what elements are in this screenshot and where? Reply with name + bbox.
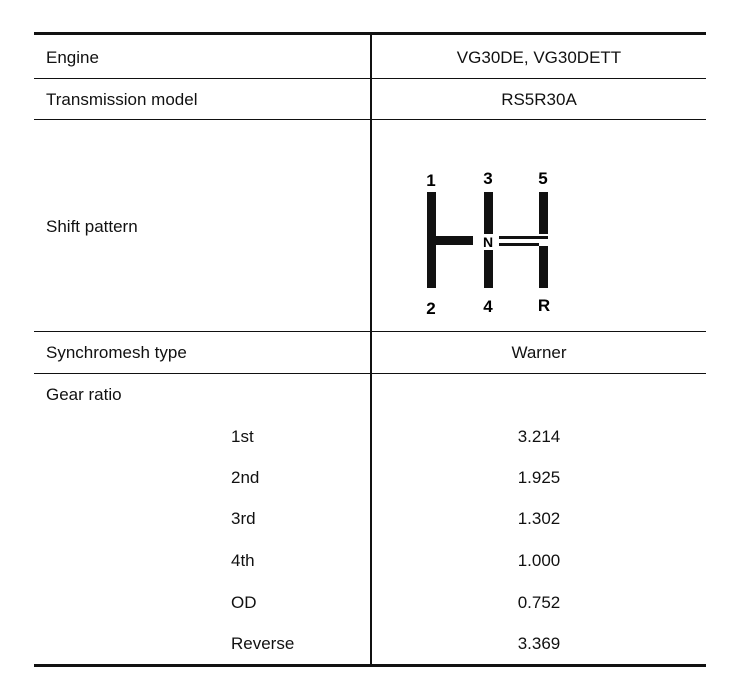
synchromesh-value: Warner [511, 343, 567, 362]
gear-ratio-value: 3.369 [517, 634, 561, 653]
gate-cross-right-top [499, 236, 548, 239]
gate-cross-left [427, 236, 473, 245]
gear-1-label: 1 [426, 171, 436, 190]
gear-name: OD [231, 593, 257, 612]
gear-name: 4th [231, 551, 255, 570]
transmission-value: RS5R30A [501, 90, 577, 109]
neutral-label: N [482, 234, 494, 250]
engine-value: VG30DE, VG30DETT [456, 48, 622, 67]
gear-5-label: 5 [538, 169, 548, 188]
gear-4-label: 4 [483, 297, 493, 316]
shift-pattern-label: Shift pattern [46, 217, 138, 236]
reverse-label: R [537, 296, 551, 315]
gear-ratio-value: 1.925 [517, 468, 561, 487]
engine-label: Engine [46, 48, 99, 67]
gear-name: 1st [231, 427, 254, 446]
gear-ratio-value: 1.000 [517, 551, 561, 570]
gate-cross-right-bottom [499, 243, 539, 246]
gear-name: Reverse [231, 634, 295, 653]
gear-ratio-value: 1.302 [517, 509, 561, 528]
shift-pattern-diagram [405, 158, 575, 323]
gear-ratio-value: 0.752 [517, 593, 561, 612]
gear-ratio-value: 3.214 [517, 427, 561, 446]
gate-5-upper [539, 192, 548, 234]
transmission-label: Transmission model [46, 90, 198, 109]
gate-3-upper [484, 192, 493, 234]
gear-name: 2nd [231, 468, 260, 487]
gear-name: 3rd [231, 509, 256, 528]
gear-3-label: 3 [483, 169, 493, 188]
gear-ratio-label: Gear ratio [46, 385, 122, 404]
gate-r-lower [539, 246, 548, 288]
gear-2-label: 2 [426, 299, 436, 318]
gate-4-lower [484, 250, 493, 288]
synchromesh-label: Synchromesh type [46, 343, 187, 362]
